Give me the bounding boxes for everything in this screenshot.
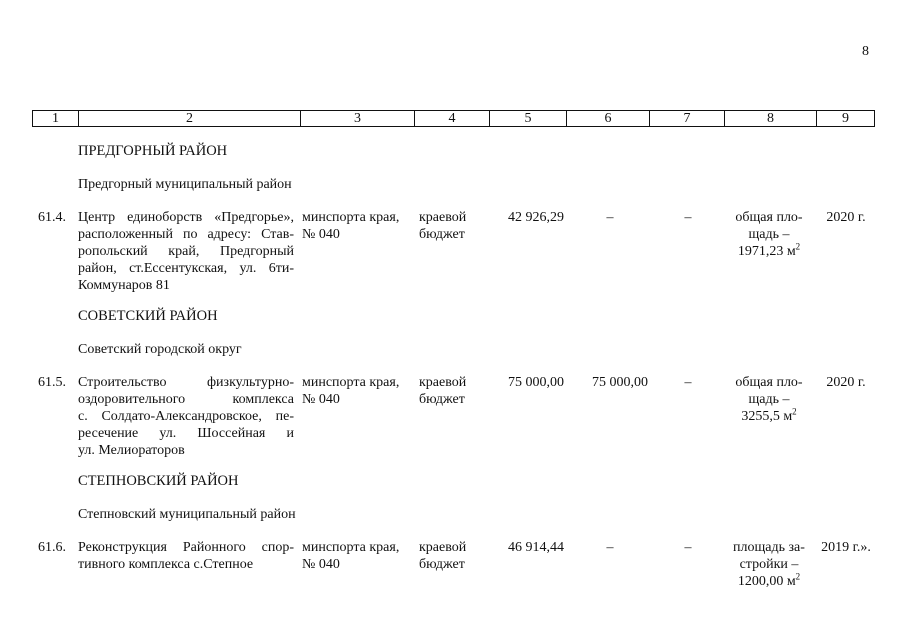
object-name-line: ропольский край, Предгорный xyxy=(78,244,294,259)
row-number: 61.6. xyxy=(38,540,66,555)
object-name-line: Строительство физкультурно- xyxy=(78,375,294,390)
capacity xyxy=(724,374,814,425)
funding-line: бюджет xyxy=(419,557,465,572)
amount-col7: – xyxy=(684,375,692,390)
object-name-line: оздоровительного комплекса xyxy=(78,392,294,407)
customer-line: № 040 xyxy=(302,392,340,407)
capacity-line: щадь – xyxy=(748,227,790,242)
header-col-1: 1 xyxy=(33,111,79,126)
customer-line: минспорта края, xyxy=(302,540,400,555)
district-heading: СОВЕТСКИЙ РАЙОН xyxy=(78,308,218,324)
capacity-line: общая пло- xyxy=(735,210,803,225)
row-number: 61.4. xyxy=(38,210,66,225)
object-name xyxy=(78,539,294,573)
year: 2019 г.». xyxy=(821,540,871,555)
customer xyxy=(302,209,412,243)
capacity-line: общая пло- xyxy=(735,375,803,390)
capacity-value: 3255,5 м xyxy=(741,409,793,424)
capacity-unit-superscript: 2 xyxy=(795,241,801,252)
amount-col5: 75 000,00 xyxy=(508,375,564,390)
capacity xyxy=(724,539,814,590)
municipality-heading: Советский городской округ xyxy=(78,342,242,357)
object-name-line: Центр единоборств «Предгорье», xyxy=(78,210,294,225)
capacity-line: площадь за- xyxy=(733,540,805,555)
funding-line: бюджет xyxy=(419,227,465,242)
capacity-unit-superscript: 2 xyxy=(792,406,797,417)
capacity-value: 1971,23 м xyxy=(737,244,796,259)
object-name-line: ресечение ул. Шоссейная и xyxy=(78,426,294,441)
capacity-line: стройки – xyxy=(739,557,799,572)
funding-line: краевой xyxy=(419,540,467,555)
district-heading: СТЕПНОВСКИЙ РАЙОН xyxy=(78,473,239,489)
year: 2020 г. xyxy=(826,375,866,390)
header-col-8: 8 xyxy=(725,111,817,126)
district-heading: ПРЕДГОРНЫЙ РАЙОН xyxy=(78,143,228,159)
object-name-line: ул. Мелиораторов xyxy=(78,443,185,458)
capacity-value-line xyxy=(724,573,814,590)
capacity-unit-superscript: 2 xyxy=(795,571,801,582)
amount-col5: 46 914,44 xyxy=(508,540,564,555)
object-name-line: Коммунаров 81 xyxy=(78,278,170,293)
funding-source xyxy=(419,539,479,573)
capacity-value-line xyxy=(724,243,814,260)
customer-line: минспорта края, xyxy=(302,210,400,225)
funding-line: краевой xyxy=(419,375,467,390)
object-name-line: Реконструкция Районного спор- xyxy=(78,540,294,555)
customer-line: минспорта края, xyxy=(302,375,400,390)
object-name-line: район, ст.Ессентукская, ул. 6ти- xyxy=(78,261,294,276)
header-col-9: 9 xyxy=(842,111,849,126)
municipality-heading: Предгорный муниципальный район xyxy=(78,177,292,192)
customer xyxy=(302,374,412,408)
page-number: 8 xyxy=(862,44,869,59)
object-name-line: с. Солдато-Александровское, пе- xyxy=(78,409,294,424)
customer xyxy=(302,539,412,573)
funding-source xyxy=(419,209,479,243)
object-name xyxy=(78,209,294,294)
table-header-row xyxy=(32,110,875,127)
object-name xyxy=(78,374,294,459)
amount-col5: 42 926,29 xyxy=(508,210,564,225)
amount-col7: – xyxy=(684,210,692,225)
funding-source xyxy=(419,374,479,408)
header-col-3: 3 xyxy=(301,111,415,126)
customer-line: № 040 xyxy=(302,227,340,242)
customer-line: № 040 xyxy=(302,557,340,572)
municipality-heading: Степновский муниципальный район xyxy=(78,507,296,522)
amount-col7: – xyxy=(684,540,692,555)
row-number: 61.5. xyxy=(38,375,66,390)
capacity-value: 1200,00 м xyxy=(737,574,796,589)
header-col-4: 4 xyxy=(415,111,490,126)
funding-line: краевой xyxy=(419,210,467,225)
capacity-value-line xyxy=(724,408,814,425)
amount-col6: – xyxy=(606,540,614,555)
year: 2020 г. xyxy=(826,210,866,225)
capacity-line: щадь – xyxy=(748,392,790,407)
header-col-6: 6 xyxy=(567,111,650,126)
header-col-2: 2 xyxy=(79,111,301,126)
header-col-5: 5 xyxy=(490,111,567,126)
amount-col6: 75 000,00 xyxy=(592,375,648,390)
header-col-7: 7 xyxy=(650,111,725,126)
object-name-line: тивного комплекса с.Степное xyxy=(78,557,254,572)
amount-col6: – xyxy=(606,210,614,225)
capacity xyxy=(724,209,814,260)
funding-line: бюджет xyxy=(419,392,465,407)
object-name-line: расположенный по адресу: Став- xyxy=(78,227,294,242)
